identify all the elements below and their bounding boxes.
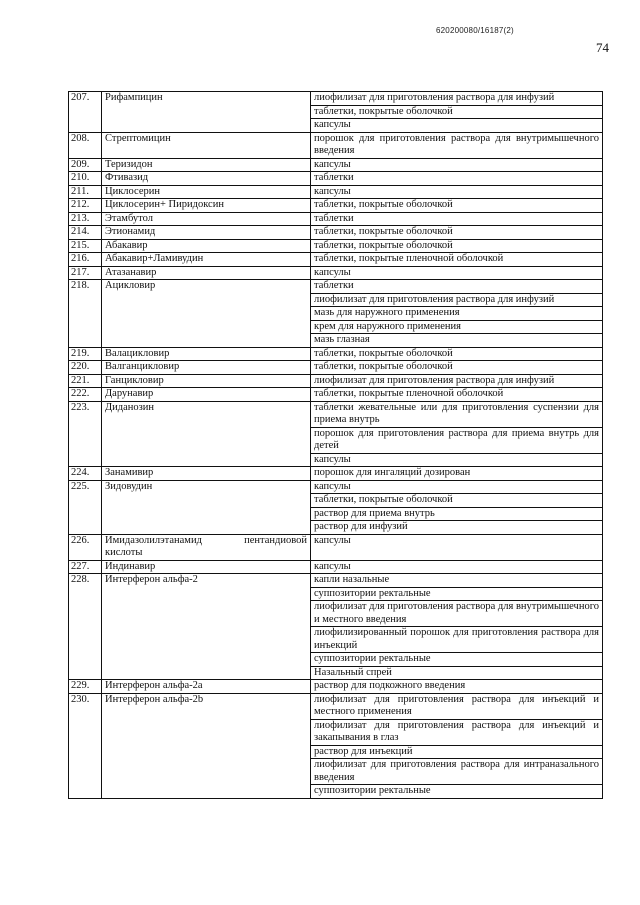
- dosage-form: таблетки: [311, 280, 603, 294]
- row-number: 216.: [69, 253, 102, 267]
- row-number: 224.: [69, 467, 102, 481]
- table-row: [69, 693, 603, 719]
- drug-name: Циклосерин: [102, 185, 311, 199]
- row-number: 209.: [69, 158, 102, 172]
- table-row: [69, 467, 603, 481]
- table-row: [69, 185, 603, 199]
- document-id: 620200080/16187(2): [436, 26, 514, 35]
- row-number: 219.: [69, 347, 102, 361]
- dosage-form: таблетки жевательные или для приготовления суспензии для приема внутрь: [311, 401, 603, 427]
- dosage-form: порошок для приготовления раствора для приема внутрь для детей: [311, 427, 603, 453]
- drug-name: Стрептомицин: [102, 132, 311, 158]
- row-number: 228.: [69, 574, 102, 680]
- row-number: 223.: [69, 401, 102, 467]
- row-number: 212.: [69, 199, 102, 213]
- dosage-form: лиофилизат для приготовления раствора для инъекций и закапывания в глаз: [311, 719, 603, 745]
- table-row: [69, 158, 603, 172]
- dosage-form: раствор для подкожного введения: [311, 680, 603, 694]
- table-row: [69, 374, 603, 388]
- dosage-form: таблетки, покрытые оболочкой: [311, 347, 603, 361]
- dosage-form: лиофилизат для приготовления раствора для интраназального введения: [311, 759, 603, 785]
- dosage-form: капсулы: [311, 119, 603, 133]
- drug-name: Абакавир+Ламивудин: [102, 253, 311, 267]
- table-row: [69, 480, 603, 494]
- dosage-form: таблетки, покрытые оболочкой: [311, 226, 603, 240]
- dosage-form: таблетки, покрытые пленочной оболочкой: [311, 388, 603, 402]
- table-row: [69, 361, 603, 375]
- dosage-form: капсулы: [311, 158, 603, 172]
- row-number: 226.: [69, 534, 102, 560]
- dosage-form: крем для наружного применения: [311, 320, 603, 334]
- drug-name: Рифампицин: [102, 92, 311, 133]
- row-number: 218.: [69, 280, 102, 348]
- table-row: [69, 92, 603, 106]
- dosage-form: суппозитории ректальные: [311, 785, 603, 799]
- drug-name: Атазанавир: [102, 266, 311, 280]
- drug-name: Валацикловир: [102, 347, 311, 361]
- dosage-form: раствор для инъекций: [311, 745, 603, 759]
- dosage-form: таблетки, покрытые оболочкой: [311, 199, 603, 213]
- drug-name: Валганцикловир: [102, 361, 311, 375]
- drug-name: Ацикловир: [102, 280, 311, 348]
- drug-name: Зидовудин: [102, 480, 311, 534]
- dosage-form: капсулы: [311, 480, 603, 494]
- dosage-form: мазь глазная: [311, 334, 603, 348]
- row-number: 221.: [69, 374, 102, 388]
- drug-name: Имидазолилэтанамид пентандиовой кислоты: [102, 534, 311, 560]
- table-row: [69, 253, 603, 267]
- dosage-form: таблетки, покрытые оболочкой: [311, 239, 603, 253]
- dosage-form: таблетки: [311, 212, 603, 226]
- row-number: 229.: [69, 680, 102, 694]
- dosage-form: капсулы: [311, 534, 603, 560]
- dosage-form: Назальный спрей: [311, 666, 603, 680]
- dosage-form: суппозитории ректальные: [311, 587, 603, 601]
- row-number: 222.: [69, 388, 102, 402]
- dosage-form: лиофилизат для приготовления раствора для внутримышечного и местного введения: [311, 601, 603, 627]
- table-row: [69, 226, 603, 240]
- drug-name: Интерферон альфа-2b: [102, 693, 311, 798]
- dosage-form: лиофилизат для приготовления раствора для инфузий: [311, 92, 603, 106]
- drug-name: Циклосерин+ Пиридоксин: [102, 199, 311, 213]
- table-row: [69, 199, 603, 213]
- dosage-form: капсулы: [311, 453, 603, 467]
- drug-name: Теризидон: [102, 158, 311, 172]
- table-row: [69, 212, 603, 226]
- drug-name: Интерферон альфа-2: [102, 574, 311, 680]
- drug-name: Занамивир: [102, 467, 311, 481]
- table-row: [69, 401, 603, 427]
- row-number: 217.: [69, 266, 102, 280]
- dosage-form: капсулы: [311, 266, 603, 280]
- drug-name: Индинавир: [102, 560, 311, 574]
- table-row: [69, 172, 603, 186]
- dosage-form: раствор для инфузий: [311, 521, 603, 535]
- drug-name: Фтивазид: [102, 172, 311, 186]
- dosage-form: порошок для ингаляций дозирован: [311, 467, 603, 481]
- drug-table-body: [69, 92, 603, 799]
- table-row: [69, 560, 603, 574]
- dosage-form: таблетки, покрытые оболочкой: [311, 105, 603, 119]
- row-number: 227.: [69, 560, 102, 574]
- row-number: 225.: [69, 480, 102, 534]
- table-row: [69, 574, 603, 588]
- row-number: 230.: [69, 693, 102, 798]
- row-number: 210.: [69, 172, 102, 186]
- drug-name: Дарунавир: [102, 388, 311, 402]
- dosage-form: лиофилизат для приготовления раствора для инфузий: [311, 374, 603, 388]
- drug-name: Абакавир: [102, 239, 311, 253]
- dosage-form: лиофилизат для приготовления раствора для инъекций и местного применения: [311, 693, 603, 719]
- row-number: 220.: [69, 361, 102, 375]
- drug-name: Ганцикловир: [102, 374, 311, 388]
- dosage-form: лиофилизированный порошок для приготовления раствора для инъекций: [311, 627, 603, 653]
- table-row: [69, 534, 603, 560]
- page-number: 74: [596, 40, 609, 55]
- dosage-form: таблетки: [311, 172, 603, 186]
- row-number: 211.: [69, 185, 102, 199]
- dosage-form: лиофилизат для приготовления раствора для инфузий: [311, 293, 603, 307]
- dosage-form: таблетки, покрытые пленочной оболочкой: [311, 253, 603, 267]
- table-row: [69, 266, 603, 280]
- dosage-form: капсулы: [311, 185, 603, 199]
- drug-name: Этионамид: [102, 226, 311, 240]
- drug-table: [68, 91, 603, 799]
- dosage-form: суппозитории ректальные: [311, 653, 603, 667]
- row-number: 213.: [69, 212, 102, 226]
- table-row: [69, 347, 603, 361]
- row-number: 214.: [69, 226, 102, 240]
- dosage-form: капли назальные: [311, 574, 603, 588]
- drug-name: Интерферон альфа-2а: [102, 680, 311, 694]
- dosage-form: капсулы: [311, 560, 603, 574]
- dosage-form: таблетки, покрытые оболочкой: [311, 361, 603, 375]
- dosage-form: таблетки, покрытые оболочкой: [311, 494, 603, 508]
- dosage-form: раствор для приема внутрь: [311, 507, 603, 521]
- row-number: 215.: [69, 239, 102, 253]
- table-row: [69, 132, 603, 158]
- row-number: 207.: [69, 92, 102, 133]
- table-row: [69, 239, 603, 253]
- drug-name: Диданозин: [102, 401, 311, 467]
- row-number: 208.: [69, 132, 102, 158]
- table-row: [69, 280, 603, 294]
- drug-name: Этамбутол: [102, 212, 311, 226]
- table-row: [69, 680, 603, 694]
- table-row: [69, 388, 603, 402]
- dosage-form: порошок для приготовления раствора для внутримышечного введения: [311, 132, 603, 158]
- dosage-form: мазь для наружного применения: [311, 307, 603, 321]
